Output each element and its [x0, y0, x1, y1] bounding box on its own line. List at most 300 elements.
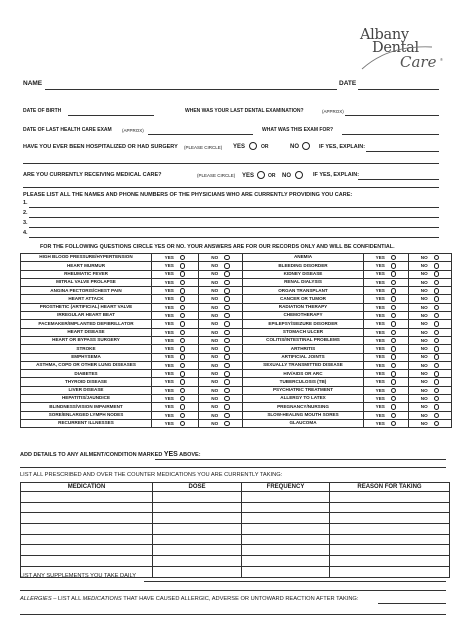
no-label: NO: [211, 288, 219, 294]
right-no-cell: [409, 353, 452, 361]
left-no-radio[interactable]: [224, 330, 230, 336]
medication-cell[interactable]: [21, 556, 153, 567]
condition-row: [21, 336, 452, 344]
med-header-medication: MEDICATION: [21, 483, 153, 492]
medication-cell[interactable]: [242, 502, 330, 513]
additional-details-field[interactable]: [155, 459, 446, 460]
medication-cell[interactable]: [21, 492, 153, 503]
condition-name-right: PREGNANCY/NURSING: [243, 403, 364, 411]
left-no-radio[interactable]: [224, 288, 230, 294]
medication-row: [21, 502, 450, 513]
condition-row: [21, 312, 452, 320]
right-yes-radio[interactable]: [391, 296, 397, 302]
condition-row: [21, 270, 452, 278]
approx-note-2: (APPROX): [122, 128, 144, 133]
hospitalized-explain-line-2[interactable]: [23, 163, 439, 164]
left-yes-cell: [152, 403, 199, 411]
right-no-cell: [409, 278, 452, 286]
yes-label: YES: [375, 329, 385, 335]
supplements-line-2[interactable]: [20, 590, 446, 591]
left-yes-radio[interactable]: [180, 288, 186, 294]
left-no-radio[interactable]: [224, 255, 230, 261]
left-no-cell: [199, 403, 243, 411]
right-yes-radio[interactable]: [391, 271, 397, 277]
left-yes-radio[interactable]: [180, 413, 186, 419]
yes-label: YES: [375, 370, 385, 376]
condition-name-left: HEART DISEASE: [21, 328, 152, 336]
right-no-cell: [409, 345, 452, 353]
right-no-radio[interactable]: [434, 379, 440, 385]
left-no-radio[interactable]: [224, 354, 230, 360]
yes-label: YES: [375, 404, 385, 410]
yes-label: YES: [375, 387, 385, 393]
medical-care-no-radio[interactable]: [295, 171, 303, 179]
left-no-cell: [199, 361, 243, 369]
yes-label: YES: [375, 312, 385, 318]
right-no-radio[interactable]: [434, 313, 440, 319]
condition-name-left: ASTHMA, COPD OR OTHER LUNG DISEASES: [21, 361, 152, 369]
left-yes-radio[interactable]: [180, 255, 186, 261]
medication-cell[interactable]: [242, 524, 330, 535]
physicians-label: PLEASE LIST ALL THE NAMES AND PHONE NUMBERS OF THE PHYSICIANS WHO ARE CURRENTLY PROVIDING YOU CARE:: [23, 192, 353, 198]
yes-label: YES: [375, 354, 385, 360]
right-no-radio[interactable]: [434, 321, 440, 327]
medication-cell[interactable]: [21, 502, 153, 513]
medication-cell[interactable]: [153, 556, 242, 567]
left-no-cell: [199, 336, 243, 344]
yes-label: YES: [375, 420, 385, 426]
right-no-radio[interactable]: [434, 354, 440, 360]
physician-number-4: 4.: [23, 230, 28, 236]
medication-cell[interactable]: [153, 545, 242, 556]
logo-line-3: Care: [400, 53, 437, 71]
left-no-radio[interactable]: [224, 363, 230, 369]
condition-name-right: ARTHRITIS: [243, 345, 364, 353]
condition-row: [21, 320, 452, 328]
right-yes-radio[interactable]: [391, 321, 397, 327]
last-dental-exam-field[interactable]: [345, 115, 439, 116]
right-no-radio[interactable]: [434, 263, 440, 269]
condition-name-left: RECURRENT ILLNESSES: [21, 419, 152, 427]
left-yes-radio[interactable]: [180, 379, 186, 385]
yes-label: YES: [164, 312, 174, 318]
left-no-radio[interactable]: [224, 421, 230, 427]
condition-name-left: PACEMAKER/IMPLANTED DEFIBRILLATOR: [21, 320, 152, 328]
condition-name-left: PROSTHETIC (ARTIFICIAL) HEART VALVE: [21, 303, 152, 311]
medication-row: [21, 492, 450, 503]
yes-label: YES: [375, 412, 385, 418]
yes-label: YES: [164, 404, 174, 410]
left-yes-radio[interactable]: [180, 338, 186, 344]
left-yes-radio[interactable]: [180, 330, 186, 336]
left-no-radio[interactable]: [224, 396, 230, 402]
left-yes-radio[interactable]: [180, 305, 186, 311]
condition-row: [21, 328, 452, 336]
right-yes-radio[interactable]: [391, 330, 397, 336]
right-no-cell: [409, 328, 452, 336]
physician-field-1[interactable]: [29, 207, 439, 208]
left-yes-cell: [152, 303, 199, 311]
right-yes-radio[interactable]: [391, 413, 397, 419]
medication-cell[interactable]: [330, 545, 450, 556]
no-label: NO: [211, 346, 219, 352]
medication-cell[interactable]: [330, 492, 450, 503]
right-no-radio[interactable]: [434, 330, 440, 336]
left-no-cell: [199, 278, 243, 286]
physician-number-3: 3.: [23, 220, 28, 226]
left-no-radio[interactable]: [224, 338, 230, 344]
allergies-label-row: [20, 597, 358, 603]
right-no-radio[interactable]: [434, 396, 440, 402]
medication-cell[interactable]: [242, 566, 330, 577]
left-no-cell: [199, 353, 243, 361]
hospitalized-no-label: NO: [290, 144, 299, 150]
name-field[interactable]: [45, 89, 337, 90]
left-no-cell: [199, 419, 243, 427]
right-yes-radio[interactable]: [391, 288, 397, 294]
left-yes-radio[interactable]: [180, 421, 186, 427]
yes-label: YES: [164, 304, 174, 310]
medication-cell[interactable]: [21, 534, 153, 545]
left-no-radio[interactable]: [224, 371, 230, 377]
yes-label: YES: [375, 337, 385, 343]
right-no-radio[interactable]: [434, 346, 440, 352]
right-no-radio[interactable]: [434, 255, 440, 261]
med-header-dose: DOSE: [153, 483, 242, 492]
condition-name-right: SEXUALLY TRANSMITTED DISEASE: [243, 361, 364, 369]
yes-label: YES: [164, 379, 174, 385]
condition-name-left: EMPHYSEMA: [21, 353, 152, 361]
yes-label: YES: [375, 395, 385, 401]
right-no-cell: [409, 419, 452, 427]
right-yes-radio[interactable]: [391, 263, 397, 269]
condition-row: [21, 278, 452, 286]
right-no-radio[interactable]: [434, 413, 440, 419]
medication-cell[interactable]: [153, 566, 242, 577]
right-yes-radio[interactable]: [391, 421, 397, 427]
left-yes-cell: [152, 411, 199, 419]
left-yes-radio[interactable]: [180, 263, 186, 269]
left-no-cell: [199, 395, 243, 403]
medical-care-no-label: NO: [282, 173, 291, 179]
no-label: NO: [211, 412, 219, 418]
left-yes-radio[interactable]: [180, 363, 186, 369]
condition-name-left: RHEUMATIC FEVER: [21, 270, 152, 278]
medication-cell[interactable]: [330, 534, 450, 545]
left-yes-radio[interactable]: [180, 280, 186, 286]
left-yes-radio[interactable]: [180, 271, 186, 277]
logo-registered: ®: [440, 57, 443, 62]
right-yes-radio[interactable]: [391, 313, 397, 319]
condition-row: [21, 403, 452, 411]
right-yes-radio[interactable]: [391, 404, 397, 410]
left-no-radio[interactable]: [224, 379, 230, 385]
yes-label: YES: [164, 296, 174, 302]
please-circle-note: (PLEASE CIRCLE): [184, 145, 223, 150]
no-label: NO: [420, 263, 428, 269]
left-no-radio[interactable]: [224, 413, 230, 419]
medication-row: [21, 556, 450, 567]
right-yes-radio[interactable]: [391, 338, 397, 344]
left-yes-radio[interactable]: [180, 404, 186, 410]
left-no-cell: [199, 378, 243, 386]
right-yes-radio[interactable]: [391, 396, 397, 402]
left-no-cell: [199, 411, 243, 419]
left-yes-radio[interactable]: [180, 296, 186, 302]
right-yes-radio[interactable]: [391, 280, 397, 286]
what-exam-for-field[interactable]: [342, 134, 439, 135]
medication-cell[interactable]: [330, 502, 450, 513]
right-yes-cell: [364, 254, 409, 262]
condition-row: [21, 386, 452, 394]
medical-care-explain-line-2[interactable]: [23, 187, 439, 188]
condition-name-right: STOMACH ULCER: [243, 328, 364, 336]
right-yes-radio[interactable]: [391, 371, 397, 377]
left-yes-cell: [152, 262, 199, 270]
medical-care-yes-radio[interactable]: [257, 171, 265, 179]
supplements-field[interactable]: [144, 581, 446, 582]
condition-row: [21, 254, 452, 262]
albany-dental-care-logo: [358, 27, 450, 75]
date-field[interactable]: [358, 89, 439, 90]
hospitalized-explain-field[interactable]: [366, 151, 439, 152]
left-yes-radio[interactable]: [180, 396, 186, 402]
yes-label: YES: [164, 362, 174, 368]
name-label: NAME: [23, 80, 43, 87]
medication-cell[interactable]: [330, 556, 450, 567]
right-no-radio[interactable]: [434, 388, 440, 394]
allergies-text-2: THAT HAVE CAUSED ALLERGIC, ADVERSE OR UNTOWARD REACTION AFTER TAKING:: [123, 596, 359, 602]
no-label: NO: [420, 304, 428, 310]
last-health-exam-field[interactable]: [148, 134, 253, 135]
right-yes-cell: [364, 295, 409, 303]
medication-cell[interactable]: [21, 524, 153, 535]
medication-cell[interactable]: [153, 502, 242, 513]
dob-label: DATE OF BIRTH: [23, 108, 62, 114]
no-label: NO: [420, 370, 428, 376]
dob-field[interactable]: [68, 115, 154, 116]
no-label: NO: [420, 296, 428, 302]
hospitalized-label: HAVE YOU EVER BEEN HOSPITALIZED OR HAD SURGERY: [23, 144, 178, 150]
no-label: NO: [211, 271, 219, 277]
condition-name-left: ANGINA PECTORIS/CHEST PAIN: [21, 287, 152, 295]
medication-cell[interactable]: [242, 513, 330, 524]
physician-field-2[interactable]: [29, 217, 439, 218]
condition-name-right: ARTIFICIAL JOINTS: [243, 353, 364, 361]
allergies-line-2[interactable]: [20, 614, 446, 615]
medication-cell[interactable]: [21, 545, 153, 556]
no-label: NO: [420, 354, 428, 360]
medication-cell[interactable]: [153, 534, 242, 545]
yes-label: YES: [164, 337, 174, 343]
yes-label: YES: [164, 254, 174, 260]
right-no-cell: [409, 312, 452, 320]
left-yes-cell: [152, 378, 199, 386]
right-no-cell: [409, 386, 452, 394]
right-yes-cell: [364, 270, 409, 278]
condition-row: [21, 303, 452, 311]
right-yes-cell: [364, 303, 409, 311]
no-label: NO: [211, 370, 219, 376]
no-label: NO: [420, 279, 428, 285]
yes-label: YES: [375, 254, 385, 260]
additional-details-yes: YES: [163, 451, 178, 458]
left-no-radio[interactable]: [224, 346, 230, 352]
right-no-cell: [409, 270, 452, 278]
condition-name-right: SLOW-HEALING MOUTH SORES: [243, 411, 364, 419]
left-no-radio[interactable]: [224, 263, 230, 269]
left-yes-radio[interactable]: [180, 371, 186, 377]
right-yes-radio[interactable]: [391, 388, 397, 394]
medications-label: LIST ALL PRESCRIBED AND OVER THE COUNTER MEDICATIONS YOU ARE CURRENTLY TAKING:: [20, 472, 283, 478]
right-yes-cell: [364, 278, 409, 286]
left-yes-radio[interactable]: [180, 388, 186, 394]
condition-name-right: TUBERCULOSIS (TB): [243, 378, 364, 386]
additional-details-label: [20, 451, 201, 459]
yes-label: YES: [375, 321, 385, 327]
left-yes-cell: [152, 361, 199, 369]
no-label: NO: [211, 379, 219, 385]
condition-row: [21, 287, 452, 295]
left-no-radio[interactable]: [224, 404, 230, 410]
right-no-radio[interactable]: [434, 338, 440, 344]
medication-cell[interactable]: [242, 545, 330, 556]
medication-cell[interactable]: [330, 566, 450, 577]
right-no-radio[interactable]: [434, 280, 440, 286]
right-yes-radio[interactable]: [391, 305, 397, 311]
no-label: NO: [211, 362, 219, 368]
right-no-radio[interactable]: [434, 363, 440, 369]
logo-swoosh-icon: [358, 43, 450, 73]
medical-care-explain-field[interactable]: [358, 179, 439, 180]
right-no-radio[interactable]: [434, 296, 440, 302]
left-yes-cell: [152, 328, 199, 336]
right-no-radio[interactable]: [434, 305, 440, 311]
right-yes-radio[interactable]: [391, 363, 397, 369]
right-yes-radio[interactable]: [391, 255, 397, 261]
no-label: NO: [211, 304, 219, 310]
physician-field-4[interactable]: [29, 237, 439, 238]
physician-number-1: 1.: [23, 200, 28, 206]
condition-name-right: HIV/AIDS OR ARC: [243, 370, 364, 378]
right-no-cell: [409, 320, 452, 328]
allergies-medications: MEDICATIONS: [82, 596, 122, 602]
left-no-cell: [199, 270, 243, 278]
condition-name-left: MITRAL VALVE PROLAPSE: [21, 278, 152, 286]
condition-name-right: BLEEDING DISORDER: [243, 262, 364, 270]
right-no-radio[interactable]: [434, 371, 440, 377]
last-dental-exam-label: WHEN WAS YOUR LAST DENTAL EXAMINATION?: [185, 108, 304, 114]
no-label: NO: [420, 271, 428, 277]
no-label: NO: [420, 288, 428, 294]
left-no-radio[interactable]: [224, 321, 230, 327]
medication-cell[interactable]: [330, 524, 450, 535]
medication-cell[interactable]: [242, 534, 330, 545]
no-label: NO: [211, 395, 219, 401]
conditions-table: [20, 253, 452, 428]
left-no-cell: [199, 254, 243, 262]
no-label: NO: [211, 337, 219, 343]
left-yes-cell: [152, 353, 199, 361]
no-label: NO: [211, 254, 219, 260]
left-yes-radio[interactable]: [180, 321, 186, 327]
medication-cell[interactable]: [242, 492, 330, 503]
right-yes-radio[interactable]: [391, 379, 397, 385]
medication-cell[interactable]: [242, 556, 330, 567]
left-no-radio[interactable]: [224, 271, 230, 277]
right-no-radio[interactable]: [434, 404, 440, 410]
left-yes-radio[interactable]: [180, 313, 186, 319]
left-yes-cell: [152, 278, 199, 286]
no-label: NO: [211, 387, 219, 393]
right-yes-radio[interactable]: [391, 346, 397, 352]
left-yes-radio[interactable]: [180, 346, 186, 352]
right-no-radio[interactable]: [434, 288, 440, 294]
medication-cell[interactable]: [21, 513, 153, 524]
left-yes-cell: [152, 345, 199, 353]
right-yes-cell: [364, 403, 409, 411]
medication-cell[interactable]: [153, 513, 242, 524]
hospitalized-yes-radio[interactable]: [249, 142, 257, 150]
no-label: NO: [420, 420, 428, 426]
condition-name-left: STROKE: [21, 345, 152, 353]
right-yes-cell: [364, 411, 409, 419]
right-yes-cell: [364, 395, 409, 403]
hospitalized-no-radio[interactable]: [302, 142, 310, 150]
yes-label: YES: [375, 304, 385, 310]
left-no-cell: [199, 262, 243, 270]
left-no-cell: [199, 370, 243, 378]
left-no-radio[interactable]: [224, 280, 230, 286]
medication-cell[interactable]: [153, 492, 242, 503]
right-yes-cell: [364, 361, 409, 369]
left-no-radio[interactable]: [224, 313, 230, 319]
right-no-cell: [409, 395, 452, 403]
yes-label: YES: [375, 362, 385, 368]
allergies-field[interactable]: [378, 603, 446, 604]
medication-cell[interactable]: [330, 513, 450, 524]
no-label: NO: [420, 312, 428, 318]
medication-cell[interactable]: [153, 524, 242, 535]
left-no-radio[interactable]: [224, 296, 230, 302]
physician-field-3[interactable]: [29, 227, 439, 228]
medication-row: [21, 545, 450, 556]
condition-name-left: SORE/ENLARGED LYMPH NODES: [21, 411, 152, 419]
right-yes-radio[interactable]: [391, 354, 397, 360]
right-no-radio[interactable]: [434, 421, 440, 427]
yes-label: YES: [375, 271, 385, 277]
yes-label: YES: [164, 329, 174, 335]
medical-care-yes-label: YES: [242, 173, 255, 179]
additional-details-text: ADD DETAILS TO ANY AILMENT/CONDITION MARKED: [20, 452, 163, 458]
right-no-radio[interactable]: [434, 271, 440, 277]
medication-row: [21, 513, 450, 524]
left-no-radio[interactable]: [224, 388, 230, 394]
condition-name-right: ORGAN TRANSPLANT: [243, 287, 364, 295]
right-yes-cell: [364, 386, 409, 394]
no-label: NO: [211, 296, 219, 302]
no-label: NO: [211, 354, 219, 360]
left-yes-radio[interactable]: [180, 354, 186, 360]
left-no-radio[interactable]: [224, 305, 230, 311]
logo-line-2: Dental: [372, 40, 419, 56]
additional-details-line-2[interactable]: [20, 467, 446, 468]
date-label: DATE: [339, 80, 357, 87]
condition-row: [21, 419, 452, 427]
medication-row: [21, 534, 450, 545]
condition-name-left: IRREGULAR HEART BEAT: [21, 312, 152, 320]
no-label: NO: [420, 412, 428, 418]
